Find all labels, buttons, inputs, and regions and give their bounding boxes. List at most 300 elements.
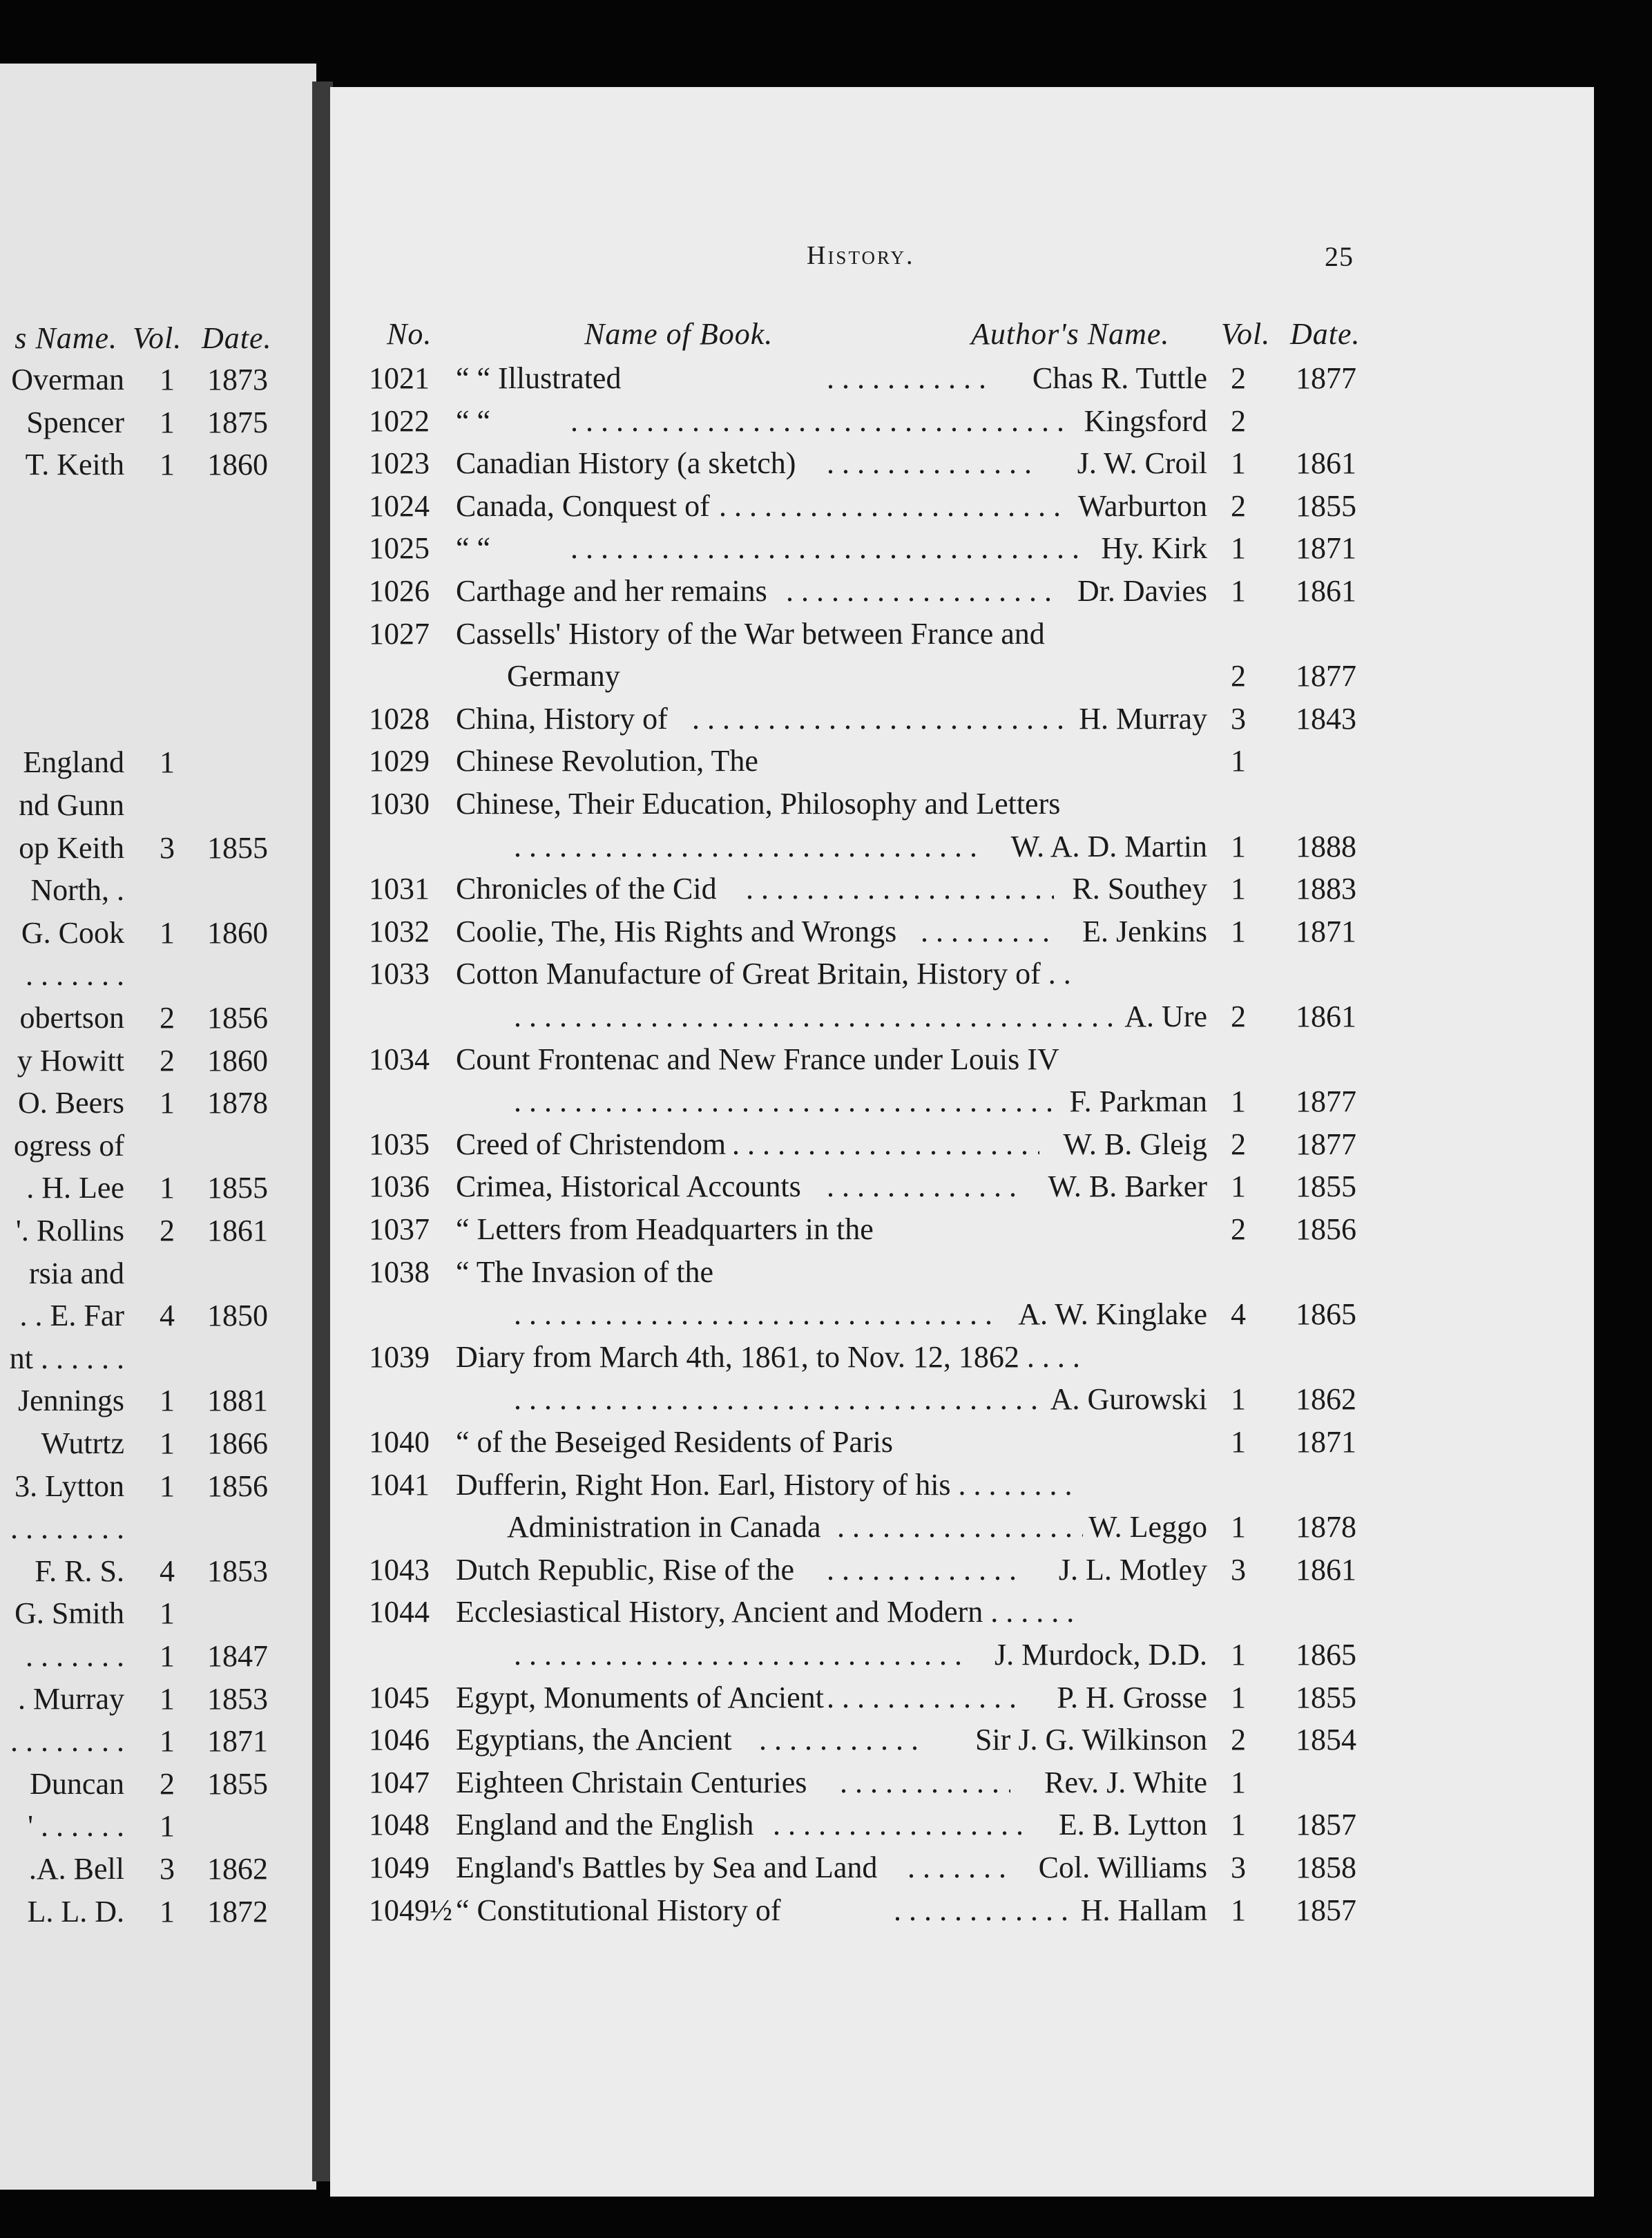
- entry-volumes: 1: [1231, 1893, 1246, 1927]
- entry-author: Warburton: [1077, 489, 1207, 523]
- entry-date: 1883: [1296, 872, 1356, 906]
- left-entry: [0, 1085, 316, 1128]
- entry-number: 1039: [369, 1340, 430, 1374]
- entry-date: 1862: [1296, 1382, 1356, 1416]
- entry-date: 1855: [1296, 1681, 1356, 1714]
- entry-title: Administration in Canada: [507, 1510, 821, 1544]
- entry-date: 1871: [1296, 1425, 1356, 1459]
- date-header: Date.: [1290, 317, 1361, 351]
- left-entry-date: 1860: [207, 1044, 268, 1078]
- left-author-header: s Name.: [15, 321, 117, 355]
- entry-volumes: 1: [1231, 1638, 1246, 1672]
- left-entry: [0, 1894, 316, 1937]
- entry-author: F. Parkman: [1069, 1084, 1207, 1118]
- entry-author: Sir J. G. Wilkinson: [974, 1723, 1207, 1757]
- left-entry-author: ogress of: [13, 1129, 124, 1163]
- entry-title: “ “: [456, 531, 491, 565]
- entry-author: Chas R. Tuttle: [1032, 361, 1207, 395]
- entry-number: 1049: [369, 1850, 430, 1884]
- left-entry: [0, 1808, 316, 1851]
- left-entry-date: 1866: [207, 1426, 268, 1460]
- left-entry-author: . . . . . . . .: [10, 1724, 124, 1758]
- left-entry-date: 1855: [207, 1767, 268, 1801]
- left-entry: [0, 787, 316, 830]
- entry-author: E. B. Lytton: [1058, 1808, 1207, 1842]
- left-entry-volumes: 1: [160, 448, 175, 481]
- entry-title: Canada, Conquest of: [456, 489, 710, 523]
- left-entry-author: 3. Lytton: [15, 1469, 124, 1503]
- left-entry-date: 1862: [207, 1852, 268, 1886]
- entry-title: “ of the Beseiged Residents of Paris: [456, 1425, 893, 1459]
- left-entry-date: 1878: [207, 1086, 268, 1120]
- left-entry: [0, 447, 316, 490]
- entry-author: H. Murray: [1079, 702, 1207, 736]
- catalogue-entry: [330, 1765, 1594, 1808]
- left-entry: [0, 1043, 316, 1086]
- entry-number: 1045: [369, 1681, 430, 1714]
- left-entry-volumes: 4: [160, 1554, 175, 1588]
- left-entry-author: nd Gunn: [19, 788, 124, 822]
- left-entry-author: . H. Lee: [26, 1171, 124, 1205]
- entry-volumes: 1: [1231, 531, 1246, 565]
- entry-number: 1037: [369, 1212, 430, 1246]
- entry-title: Dufferin, Right Hon. Earl, History of his . . . . . . . .: [456, 1468, 1073, 1502]
- entry-title: Diary from March 4th, 1861, to Nov. 12, 1862 . . . .: [456, 1340, 1080, 1374]
- left-entry: [0, 362, 316, 405]
- left-entry-volumes: 1: [160, 1171, 175, 1205]
- entry-title: Creed of Christendom: [456, 1127, 727, 1161]
- entry-number: 1038: [369, 1255, 430, 1289]
- catalogue-entry: [330, 1637, 1594, 1680]
- entry-volumes: 1: [1231, 1808, 1246, 1842]
- left-entry: [0, 1681, 316, 1724]
- catalogue-entry: [330, 658, 1594, 701]
- entry-title: “ “ Illustrated: [456, 361, 622, 395]
- entry-number: 1033: [369, 957, 430, 991]
- left-entry-author: . Murray: [18, 1682, 124, 1716]
- left-entry-volumes: 1: [160, 1086, 175, 1120]
- entry-volumes: 2: [1231, 404, 1246, 438]
- vol-header: Vol.: [1221, 317, 1271, 351]
- left-entry-date: 1872: [207, 1895, 268, 1929]
- left-entry: [0, 872, 316, 915]
- entry-date: 1871: [1296, 915, 1356, 948]
- entry-volumes: 2: [1231, 361, 1246, 395]
- left-entry-author: L. L. D.: [27, 1895, 124, 1929]
- left-entry-author: Spencer: [26, 405, 124, 439]
- left-entry: [0, 1469, 316, 1511]
- entry-date: 1865: [1296, 1297, 1356, 1331]
- entry-date: 1855: [1296, 1169, 1356, 1203]
- left-entry: [0, 660, 316, 702]
- left-entry-author: F. R. S.: [35, 1554, 124, 1588]
- entry-volumes: 2: [1231, 1212, 1246, 1246]
- left-entry: [0, 1511, 316, 1553]
- entry-author: Kingsford: [1084, 404, 1207, 438]
- entry-author: Hy. Kirk: [1101, 531, 1207, 565]
- catalogue-entry: [330, 1297, 1594, 1339]
- left-entry-volumes: 1: [160, 1724, 175, 1758]
- left-entry-author: Duncan: [30, 1767, 124, 1801]
- entry-title: “ Letters from Headquarters in the: [456, 1212, 874, 1246]
- entry-title: Dutch Republic, Rise of the: [456, 1553, 795, 1587]
- entry-volumes: 2: [1231, 1127, 1246, 1161]
- left-entry: [0, 1638, 316, 1681]
- catalogue-entry: [330, 786, 1594, 829]
- entry-volumes: 1: [1231, 872, 1246, 906]
- left-entry-author: '. Rollins: [15, 1214, 124, 1247]
- entry-author: Dr. Davies: [1077, 574, 1207, 608]
- entry-author: A. Ure: [1124, 1000, 1207, 1033]
- catalogue-entry: [330, 488, 1594, 531]
- entry-number: 1024: [369, 489, 430, 523]
- entry-volumes: 3: [1231, 702, 1246, 736]
- entry-date: 1861: [1296, 1000, 1356, 1033]
- entry-title: “ The Invasion of the: [456, 1255, 714, 1289]
- left-entry: [0, 1596, 316, 1638]
- entry-volumes: 1: [1231, 830, 1246, 863]
- catalogue-entry: [330, 530, 1594, 573]
- left-entry-volumes: 2: [160, 1767, 175, 1801]
- left-vol-header: Vol.: [133, 321, 182, 355]
- catalogue-entry: [330, 1254, 1594, 1297]
- left-entry-author: . . E. Far: [19, 1299, 124, 1332]
- entry-title: Chronicles of the Cid: [456, 872, 717, 906]
- entry-title: Cassells' History of the War between France and: [456, 617, 1045, 651]
- catalogue-entry: [330, 1042, 1594, 1084]
- left-entry-volumes: 1: [160, 1682, 175, 1716]
- entry-volumes: 1: [1231, 1766, 1246, 1799]
- left-entry-author: Jennings: [18, 1384, 124, 1417]
- catalogue-entry: [330, 1127, 1594, 1169]
- entry-date: 1857: [1296, 1893, 1356, 1927]
- left-entry-date: 1860: [207, 916, 268, 950]
- entry-number: 1032: [369, 915, 430, 948]
- left-entry-volumes: 1: [160, 916, 175, 950]
- catalogue-entry: [330, 999, 1594, 1042]
- entry-author: Col. Williams: [1038, 1850, 1207, 1884]
- running-head-title: History.: [807, 241, 915, 270]
- left-entry: [0, 1553, 316, 1596]
- entry-title: Eighteen Christain Centuries: [456, 1766, 807, 1799]
- left-entry: [0, 1426, 316, 1469]
- entry-number: 1044: [369, 1595, 430, 1629]
- left-entry: [0, 1723, 316, 1766]
- left-entry: [0, 830, 316, 873]
- entry-number: 1041: [369, 1468, 430, 1502]
- left-entry: [0, 575, 316, 618]
- entry-author: Rev. J. White: [1044, 1766, 1207, 1799]
- entry-title: Germany: [507, 659, 620, 693]
- left-entry-volumes: 2: [160, 1214, 175, 1247]
- left-entry-author: North, .: [30, 873, 124, 907]
- left-entry-date: 1856: [207, 1469, 268, 1503]
- catalogue-entry: [330, 956, 1594, 999]
- catalogue-entry: [330, 1084, 1594, 1127]
- entry-volumes: 1: [1231, 446, 1246, 480]
- entry-author: W. A. D. Martin: [1010, 830, 1207, 863]
- entry-volumes: 1: [1231, 574, 1246, 608]
- entry-date: 1843: [1296, 702, 1356, 736]
- author-header: Author's Name.: [971, 317, 1170, 351]
- catalogue-entry: [330, 1424, 1594, 1467]
- left-entry-author: y Howitt: [17, 1044, 124, 1078]
- entry-author: P. H. Grosse: [1057, 1681, 1207, 1714]
- left-entry-volumes: 1: [160, 1426, 175, 1460]
- catalogue-entry: [330, 403, 1594, 446]
- left-entry: [0, 745, 316, 787]
- entry-date: 1877: [1296, 1127, 1356, 1161]
- left-entry-date: 1850: [207, 1299, 268, 1332]
- entry-title: Count Frontenac and New France under Louis IV: [456, 1042, 1059, 1076]
- entry-number: 1049½: [369, 1893, 452, 1927]
- entry-title: England's Battles by Sea and Land: [456, 1850, 878, 1884]
- name-header: Name of Book.: [584, 317, 774, 351]
- entry-title: Crimea, Historical Accounts: [456, 1169, 801, 1203]
- catalogue-entry: [330, 1680, 1594, 1723]
- catalogue-entry: [330, 1509, 1594, 1552]
- entry-title: Egypt, Monuments of Ancient: [456, 1681, 824, 1714]
- left-entry: [0, 1213, 316, 1256]
- left-entry: [0, 1383, 316, 1426]
- left-entry: [0, 1851, 316, 1894]
- left-entry: [0, 1128, 316, 1171]
- entry-title: Canadian History (a sketch): [456, 446, 796, 480]
- catalogue-entry: [330, 1339, 1594, 1382]
- entry-date: 1877: [1296, 1084, 1356, 1118]
- left-entry-date: 1881: [207, 1384, 268, 1417]
- catalogue-entry: [330, 573, 1594, 616]
- entry-author: J. L. Motley: [1058, 1553, 1207, 1587]
- entry-author: E. Jenkins: [1082, 915, 1207, 948]
- entry-number: 1028: [369, 702, 430, 736]
- left-entry: [0, 1766, 316, 1809]
- left-entry-volumes: 1: [160, 745, 175, 779]
- left-entry-volumes: 1: [160, 1596, 175, 1630]
- entry-number: 1040: [369, 1425, 430, 1459]
- entry-title: England and the English: [456, 1808, 754, 1842]
- left-entry-date: 1855: [207, 831, 268, 865]
- left-entry-author: . . . . . . . .: [10, 1511, 124, 1545]
- entry-author: A. Gurowski: [1050, 1382, 1207, 1416]
- left-entry: [0, 1256, 316, 1299]
- left-entry-author: rsia and: [28, 1256, 124, 1290]
- left-entry-author: G. Cook: [21, 916, 124, 950]
- left-entry-author: .A. Bell: [28, 1852, 124, 1886]
- entry-date: 1888: [1296, 830, 1356, 863]
- catalogue-entry: [330, 446, 1594, 488]
- catalogue-entry: [330, 361, 1594, 403]
- left-entry-author: England: [23, 745, 124, 779]
- catalogue-entry: [330, 871, 1594, 914]
- entry-date: 1861: [1296, 574, 1356, 608]
- entry-volumes: 2: [1231, 1723, 1246, 1757]
- entry-date: 1877: [1296, 361, 1356, 395]
- left-entry-author: . . . . . . .: [26, 1639, 124, 1673]
- left-entry-date: 1871: [207, 1724, 268, 1758]
- left-entry-volumes: 1: [160, 1895, 175, 1929]
- entry-number: 1021: [369, 361, 430, 395]
- left-entry: [0, 532, 316, 575]
- entry-number: 1022: [369, 404, 430, 438]
- left-entry-author: op Keith: [19, 831, 124, 865]
- left-entry-date: 1855: [207, 1171, 268, 1205]
- catalogue-entry: [330, 1381, 1594, 1424]
- entry-number: 1026: [369, 574, 430, 608]
- left-entry-volumes: 1: [160, 1384, 175, 1417]
- entry-volumes: 1: [1231, 1382, 1246, 1416]
- entry-number: 1031: [369, 872, 430, 906]
- entry-title: Chinese, Their Education, Philosophy and Letters: [456, 787, 1061, 821]
- left-entry: [0, 915, 316, 958]
- entry-author: W. B. Gleig: [1063, 1127, 1207, 1161]
- entry-title: Chinese Revolution, The: [456, 744, 758, 778]
- catalogue-entry: [330, 1212, 1594, 1254]
- left-entry-volumes: 1: [160, 1809, 175, 1843]
- left-entry-volumes: 2: [160, 1001, 175, 1035]
- entry-number: 1025: [369, 531, 430, 565]
- entry-volumes: 2: [1231, 1000, 1246, 1033]
- right-page: [330, 87, 1594, 2197]
- left-entry-author: Wutrtz: [41, 1426, 124, 1460]
- left-entry-volumes: 4: [160, 1299, 175, 1332]
- left-entry: [0, 1000, 316, 1043]
- entry-title: “ “: [456, 404, 491, 438]
- catalogue-entry: [330, 1169, 1594, 1212]
- left-entry: [0, 702, 316, 745]
- catalogue-entry: [330, 1467, 1594, 1510]
- entry-author: W. B. Barker: [1048, 1169, 1207, 1203]
- left-entry-author: G. Smith: [15, 1596, 124, 1630]
- catalogue-entry: [330, 1893, 1594, 1935]
- entry-title: Egyptians, the Ancient: [456, 1723, 732, 1757]
- left-entry-volumes: 2: [160, 1044, 175, 1078]
- catalogue-entry: [330, 743, 1594, 786]
- entry-volumes: 3: [1231, 1850, 1246, 1884]
- left-entry-author: Overman: [11, 363, 124, 396]
- left-entry-date: 1860: [207, 448, 268, 481]
- entry-volumes: 2: [1231, 659, 1246, 693]
- catalogue-entry: [330, 829, 1594, 872]
- left-entry: [0, 1170, 316, 1213]
- left-entry-author: obertson: [19, 1001, 124, 1035]
- entry-date: 1856: [1296, 1212, 1356, 1246]
- left-entry-volumes: 1: [160, 1639, 175, 1673]
- entry-author: W. Leggo: [1088, 1510, 1207, 1544]
- left-date-header: Date.: [202, 321, 272, 355]
- left-entry: [0, 1341, 316, 1384]
- catalogue-entry: [330, 701, 1594, 744]
- left-entry-date: 1856: [207, 1001, 268, 1035]
- left-entry-date: 1853: [207, 1554, 268, 1588]
- entry-number: 1034: [369, 1042, 430, 1076]
- entry-number: 1036: [369, 1169, 430, 1203]
- entry-number: 1035: [369, 1127, 430, 1161]
- left-entry: [0, 957, 316, 1000]
- left-entry-date: 1847: [207, 1639, 268, 1673]
- entry-date: 1878: [1296, 1510, 1356, 1544]
- catalogue-entry: [330, 1807, 1594, 1850]
- left-entry-volumes: 1: [160, 1469, 175, 1503]
- entry-number: 1046: [369, 1723, 430, 1757]
- entry-title: Ecclesiastical History, Ancient and Modern . . . . . .: [456, 1595, 1075, 1629]
- catalogue-entry: [330, 1722, 1594, 1765]
- entry-date: 1855: [1296, 489, 1356, 523]
- entry-title: China, History of: [456, 702, 668, 736]
- left-entry-author: nt . . . . . .: [9, 1341, 124, 1375]
- entry-volumes: 1: [1231, 1084, 1246, 1118]
- entry-date: 1858: [1296, 1850, 1356, 1884]
- catalogue-entry: [330, 914, 1594, 957]
- entry-author: H. Hallam: [1080, 1893, 1207, 1927]
- left-page: [0, 64, 316, 2190]
- entry-author: R. Southey: [1072, 872, 1207, 906]
- left-entry: [0, 618, 316, 660]
- left-entry-date: 1861: [207, 1214, 268, 1247]
- left-entry-volumes: 3: [160, 1852, 175, 1886]
- left-entry: [0, 1298, 316, 1341]
- entry-volumes: 4: [1231, 1297, 1246, 1331]
- entry-number: 1029: [369, 744, 430, 778]
- left-entry-author: . . . . . . .: [26, 958, 124, 992]
- left-entry: [0, 405, 316, 448]
- left-entry-date: 1873: [207, 363, 268, 396]
- entry-title: “ Constitutional History of: [456, 1893, 781, 1927]
- entry-volumes: 1: [1231, 1510, 1246, 1544]
- entry-volumes: 1: [1231, 744, 1246, 778]
- left-entry-author: ' . . . . . .: [28, 1809, 124, 1843]
- entry-number: 1043: [369, 1553, 430, 1587]
- entry-volumes: 2: [1231, 489, 1246, 523]
- left-entry-date: 1875: [207, 405, 268, 439]
- left-entry-volumes: 1: [160, 405, 175, 439]
- entry-author: J. W. Croil: [1077, 446, 1207, 480]
- entry-number: 1030: [369, 787, 430, 821]
- entry-author: A. W. Kinglake: [1018, 1297, 1207, 1331]
- catalogue-entry: [330, 616, 1594, 659]
- entry-number: 1023: [369, 446, 430, 480]
- entry-date: 1861: [1296, 1553, 1356, 1587]
- entry-title: Coolie, The, His Rights and Wrongs: [456, 915, 897, 948]
- left-entry-volumes: 3: [160, 831, 175, 865]
- entry-volumes: 1: [1231, 1169, 1246, 1203]
- left-entry-author: T. Keith: [25, 448, 124, 481]
- entry-number: 1027: [369, 617, 430, 651]
- left-entry-author: O. Beers: [18, 1086, 124, 1120]
- entry-volumes: 1: [1231, 1425, 1246, 1459]
- entry-volumes: 3: [1231, 1553, 1246, 1587]
- entry-date: 1861: [1296, 446, 1356, 480]
- entry-date: 1871: [1296, 531, 1356, 565]
- left-entry-volumes: 1: [160, 363, 175, 396]
- catalogue-entry: [330, 1594, 1594, 1637]
- entry-volumes: 1: [1231, 1681, 1246, 1714]
- entry-date: 1857: [1296, 1808, 1356, 1842]
- entry-title: Carthage and her remains: [456, 574, 767, 608]
- catalogue-entry: [330, 1552, 1594, 1595]
- entry-date: 1854: [1296, 1723, 1356, 1757]
- entry-number: 1048: [369, 1808, 430, 1842]
- left-entry-date: 1853: [207, 1682, 268, 1716]
- catalogue-entry: [330, 1850, 1594, 1893]
- no-header: No.: [387, 317, 432, 351]
- entry-number: 1047: [369, 1766, 430, 1799]
- entry-volumes: 1: [1231, 915, 1246, 948]
- entry-author: J. Murdock, D.D.: [995, 1638, 1207, 1672]
- entry-date: 1877: [1296, 659, 1356, 693]
- entry-date: 1865: [1296, 1638, 1356, 1672]
- entry-title: Cotton Manufacture of Great Britain, History of . .: [456, 957, 1071, 991]
